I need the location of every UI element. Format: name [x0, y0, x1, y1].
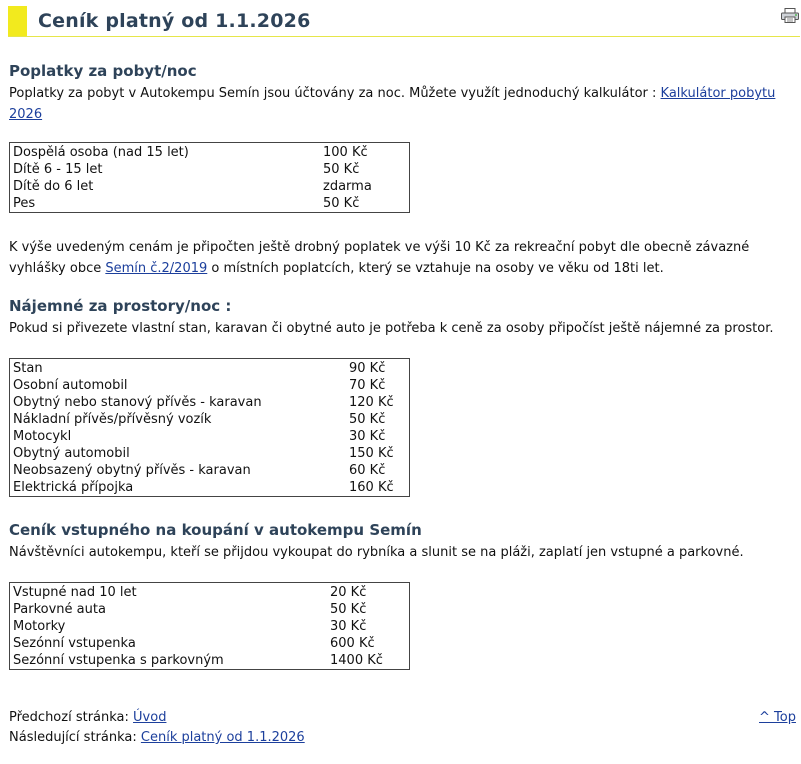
row-label: Dospělá osoba (nad 15 let) [13, 145, 189, 160]
prev-page-nav [9, 708, 166, 728]
note-line-2-start: vyhlášky obce [9, 261, 106, 276]
table-row [10, 143, 410, 162]
table-row [10, 195, 410, 213]
table-row [10, 652, 410, 670]
row-price: 50 Kč [323, 162, 360, 177]
row-price: 150 Kč [349, 446, 394, 461]
table-row [10, 445, 410, 462]
table-row [10, 618, 410, 635]
row-label: Osobní automobil [13, 378, 128, 393]
row-price: 50 Kč [323, 196, 360, 211]
section-heading-swimming: Ceník vstupného na koupání v autokempu Semín [9, 521, 422, 539]
calculator-link[interactable]: Kalkulátor pobytu [660, 86, 776, 101]
space-rent-intro: Pokud si přivezete vlastní stan, karavan či obytné auto je potřeba k ceně za osoby připočíst ještě nájemné za prostor. [9, 321, 774, 336]
row-price: 20 Kč [330, 585, 367, 600]
page-title: Ceník platný od 1.1.2026 [38, 10, 311, 32]
row-price: 50 Kč [330, 602, 367, 617]
row-label: Sezónní vstupenka [13, 636, 136, 651]
recreation-fee-note [9, 237, 749, 279]
row-label: Dítě do 6 let [13, 179, 94, 194]
note-line-2-end: o místních poplatcích, který se vztahuje na osoby ve věku od 18ti let. [207, 261, 664, 276]
table-row [10, 428, 410, 445]
row-price: 70 Kč [349, 378, 386, 393]
ordinance-link[interactable]: Semín č.2/2019 [105, 261, 208, 276]
swimming-table-body [10, 583, 410, 670]
next-page-nav [9, 728, 305, 748]
page-header [8, 6, 800, 37]
row-price: zdarma [323, 179, 372, 194]
next-page-link[interactable]: Ceník platný od 1.1.2026 [140, 730, 305, 745]
row-price: 50 Kč [349, 412, 386, 427]
printer-icon[interactable] [781, 8, 799, 23]
table-row [10, 411, 410, 428]
calculator-link-year[interactable]: 2026 [9, 107, 43, 122]
table-row [10, 601, 410, 618]
row-price: 30 Kč [349, 429, 386, 444]
row-label: Vstupné nad 10 let [13, 585, 137, 600]
table-row [10, 635, 410, 652]
note-line-1: K výše uvedeným cenám je připočten ještě drobný poplatek ve výši 10 Kč za rekreační pobyt dle obecně závazné [9, 240, 750, 255]
row-label: Elektrická přípojka [13, 480, 134, 495]
next-page-label: Následující stránka: [9, 730, 141, 745]
table-row [10, 161, 410, 178]
row-price: 90 Kč [349, 361, 386, 376]
table-row [10, 359, 410, 378]
row-label: Neobsazený obytný přívěs - karavan [13, 463, 251, 478]
table-row [10, 377, 410, 394]
prev-page-link[interactable]: Úvod [133, 710, 167, 725]
space-rent-table-body [10, 359, 410, 497]
stay-fees-table-body [10, 143, 410, 213]
stay-fees-intro [9, 83, 775, 125]
swimming-intro: Návštěvníci autokempu, kteří se přijdou vykoupat do rybníka a slunit se na pláži, zaplatí jen vstupné a parkovné. [9, 545, 744, 560]
row-price: 120 Kč [349, 395, 394, 410]
table-row [10, 394, 410, 411]
header-accent-bar [8, 6, 27, 36]
row-price: 1400 Kč [330, 653, 383, 668]
table-row [10, 462, 410, 479]
row-label: Pes [13, 196, 36, 211]
row-price: 100 Kč [323, 145, 368, 160]
stay-fees-intro-text: Poplatky za pobyt v Autokempu Semín jsou účtovány za noc. Můžete využít jednoduchý kalkulátor : [9, 86, 661, 101]
table-row [10, 479, 410, 497]
row-price: 600 Kč [330, 636, 375, 651]
row-label: Motorky [13, 619, 66, 634]
stay-fees-table [9, 142, 410, 213]
space-rent-table [9, 358, 410, 497]
row-label: Stan [13, 361, 43, 376]
section-heading-stay-fees: Poplatky za pobyt/noc [9, 62, 197, 80]
swimming-table [9, 582, 410, 670]
row-label: Motocykl [13, 429, 72, 444]
row-label: Sezónní vstupenka s parkovným [13, 653, 224, 668]
row-price: 60 Kč [349, 463, 386, 478]
row-label: Dítě 6 - 15 let [13, 162, 103, 177]
table-row [10, 583, 410, 602]
back-to-top-link[interactable]: ^ Top [759, 710, 796, 725]
row-label: Parkovné auta [13, 602, 106, 617]
row-label: Nákladní přívěs/přívěsný vozík [13, 412, 212, 427]
prev-page-label: Předchozí stránka: [9, 710, 134, 725]
row-price: 30 Kč [330, 619, 367, 634]
section-heading-space-rent: Nájemné za prostory/noc : [9, 297, 232, 315]
table-row [10, 178, 410, 195]
row-label: Obytný nebo stanový přívěs - karavan [13, 395, 262, 410]
row-price: 160 Kč [349, 480, 394, 495]
row-label: Obytný automobil [13, 446, 130, 461]
